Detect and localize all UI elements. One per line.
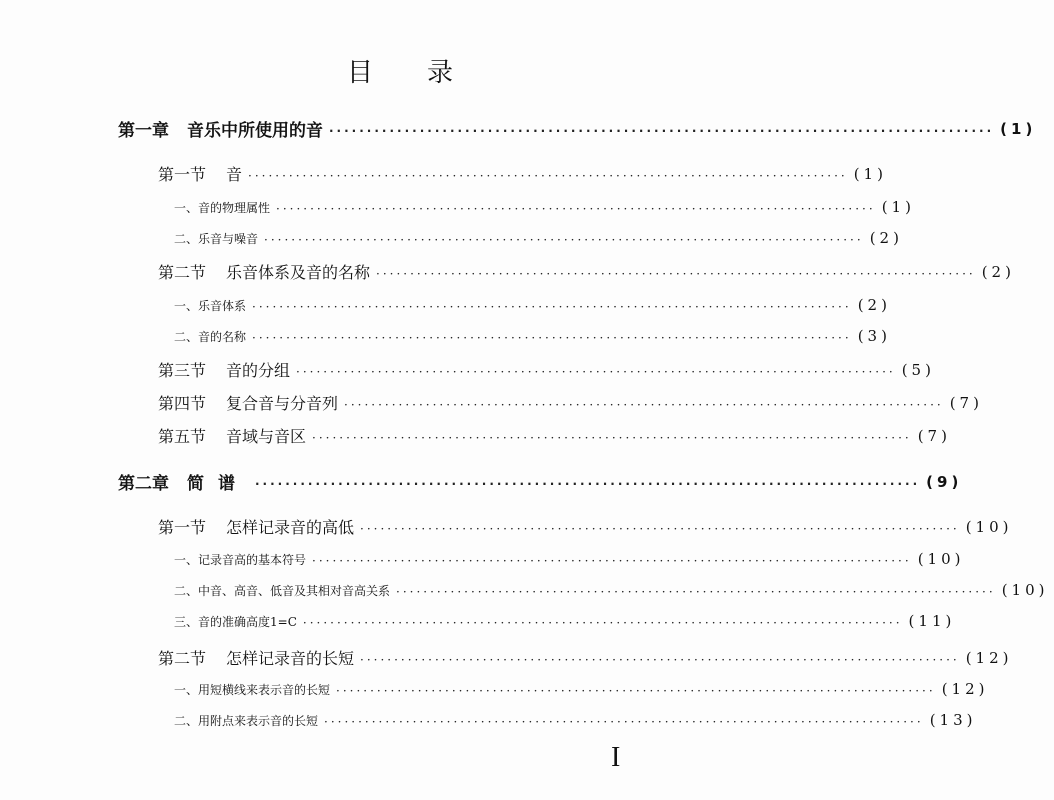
dot-leader: ························································································	[312, 554, 912, 568]
toc-entry[interactable]	[174, 229, 903, 247]
entry-page: (12)	[965, 648, 1013, 667]
dot-leader: ························································································	[360, 652, 960, 667]
dot-leader: ························································································	[329, 123, 995, 138]
entry-title: 乐音体系及音的名称	[226, 263, 371, 282]
entry-title: 音的分组	[226, 361, 291, 380]
dot-leader: ························································································	[376, 266, 976, 281]
entry-page: (9)	[926, 472, 963, 491]
dot-leader: ························································································	[336, 684, 936, 698]
dot-leader: ························································································	[324, 715, 924, 729]
entry-number: 第二章	[118, 474, 169, 494]
dot-leader: ························································································	[344, 397, 944, 412]
entry-number: 第二节	[158, 649, 207, 668]
toc-entry[interactable]	[158, 162, 887, 185]
entry-page: (1)	[1000, 119, 1037, 138]
entry-page: (2)	[981, 262, 1015, 281]
entry-title: 复合音与分音列	[226, 394, 339, 413]
entry-page: (1)	[881, 198, 915, 216]
dot-leader: ························································································	[296, 364, 896, 379]
entry-number: 第四节	[158, 394, 207, 413]
toc-entry[interactable]	[174, 612, 956, 630]
entry-title: 音乐中所使用的音	[187, 121, 323, 141]
entry-title: 音域与音区	[226, 427, 307, 446]
entry-number: 第三节	[158, 361, 207, 380]
toc-entry[interactable]	[174, 327, 891, 345]
entry-title: 二、乐音与噪音	[174, 231, 259, 246]
entry-title: 音	[226, 165, 243, 184]
entry-page: (7)	[949, 393, 983, 412]
entry-page: (13)	[929, 711, 977, 729]
dot-leader: ························································································	[302, 616, 903, 630]
entry-page: (3)	[857, 327, 891, 345]
entry-title: 怎样记录音的长短	[226, 649, 355, 668]
entry-number: 第二节	[158, 263, 207, 282]
page-title: 目录	[346, 58, 507, 88]
entry-page: (5)	[901, 360, 935, 379]
dot-leader: ························································································	[248, 168, 848, 183]
toc-entry[interactable]	[118, 116, 1037, 141]
entry-number: 第一节	[158, 165, 207, 184]
toc-entry[interactable]	[158, 424, 951, 447]
entry-title: 二、音的名称	[174, 329, 247, 344]
entry-page: (11)	[908, 612, 956, 630]
dot-leader: ························································································	[252, 300, 852, 314]
entry-page: (10)	[1001, 581, 1049, 599]
entry-number: 第五节	[158, 427, 207, 446]
toc-entry[interactable]	[158, 391, 983, 414]
toc-entry[interactable]	[174, 711, 977, 729]
dot-leader: ························································································	[276, 202, 876, 216]
entry-title: 二、中音、高音、低音及其相对音高关系	[174, 583, 391, 598]
entry-title: 一、乐音体系	[174, 298, 247, 313]
entry-number: 第一章	[118, 121, 169, 141]
entry-page: (1)	[853, 164, 887, 183]
toc-entry[interactable]	[174, 550, 965, 568]
entry-title: 一、记录音高的基本符号	[174, 552, 307, 567]
toc-entry[interactable]	[174, 680, 989, 698]
toc-entry[interactable]	[174, 581, 1049, 599]
dot-leader: ························································································	[264, 233, 864, 247]
entry-title: 一、用短横线来表示音的长短	[174, 682, 331, 697]
entry-page: (10)	[965, 517, 1013, 536]
dot-leader: ························································································	[360, 521, 960, 536]
dot-leader: ························································································	[396, 585, 996, 599]
toc-entry[interactable]	[158, 358, 935, 381]
toc-entry[interactable]	[118, 469, 963, 494]
page-folio: I	[611, 742, 621, 773]
entry-title: 三、音的准确高度1=C	[174, 614, 297, 629]
entry-number: 第一节	[158, 518, 207, 537]
toc-entry[interactable]	[174, 198, 915, 216]
entry-title: 怎样记录音的高低	[226, 518, 355, 537]
toc-entry[interactable]	[158, 515, 1013, 538]
entry-page: (12)	[941, 680, 989, 698]
dot-leader: ························································································	[312, 430, 912, 445]
toc-entry[interactable]	[174, 296, 891, 314]
entry-page: (2)	[857, 296, 891, 314]
entry-title: 一、音的物理属性	[174, 200, 271, 215]
entry-title: 二、用附点来表示音的长短	[174, 713, 319, 728]
dot-leader: ························································································	[255, 476, 921, 491]
entry-page: (2)	[869, 229, 903, 247]
entry-page: (7)	[917, 426, 951, 445]
toc-entry[interactable]	[158, 646, 1013, 669]
entry-page: (10)	[917, 550, 965, 568]
dot-leader: ························································································	[252, 331, 852, 345]
toc-entry[interactable]	[158, 260, 1015, 283]
entry-title: 简谱	[187, 474, 249, 494]
